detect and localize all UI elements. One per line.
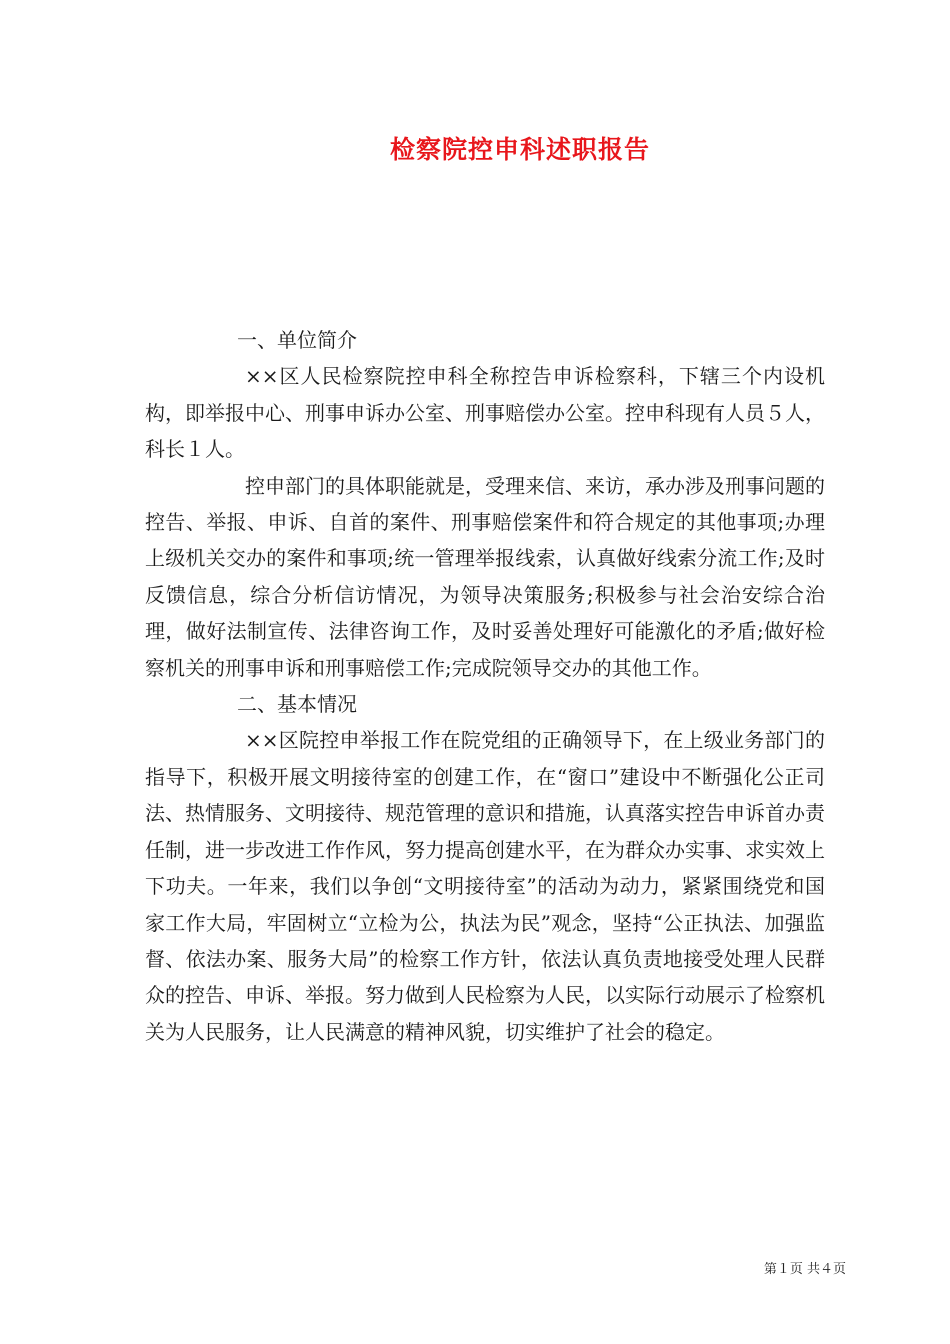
paragraph-duties: 控申部门的具体职能就是，受理来信、来访，承办涉及刑事问题的控告、举报、申诉、自首的案件、刑事赔偿案件和符合规定的其他事项;办理上级机关交办的案件和事项;统一管理举报线索，认真做好线索分流工作;及时反馈信息，综合分析信访情况，为领导决策服务;积极参与社会治安综合治理，做好法制宣传、法律咨询工作，及时妥善处理好可能激化的矛盾;做好检察机关的刑事申诉和刑事赔偿工作;完成院领导交办的其他工作。 [145,473,825,680]
page-number-footer: 第１页 共４页 [763,1262,847,1277]
document-body [145,322,825,1050]
document-title: 检察院控申科述职报告 [389,135,650,164]
paragraph-basic-situation: ××区院控申举报工作在院党组的正确领导下，在上级业务部门的指导下，积极开展文明接待室的创建工作，在“窗口”建设中不断强化公正司法、热情服务、文明接待、规范管理的意识和措施，认真落实控告申诉首办责任制，进一步改进工作作风，努力提高创建水平，在为群众办实事、求实效上下功夫。一年来，我们以争创“文明接待室”的活动为动力，紧紧围绕党和国家工作大局，牢固树立“立检为公，执法为民”观念，坚持“公正执法、加强监督、依法办案、服务大局”的检察工作方针，依法认真负责地接受处理人民群众的控告、申诉、举报。努力做到人民检察为人民，以实际行动展示了检察机关为人民服务，让人民满意的精神风貌，切实维护了社会的稳定。 [145,728,825,1044]
section-heading-basic-info: 二、基本情况 [237,692,357,717]
paragraph-unit-overview: ××区人民检察院控申科全称控告申诉检察科，下辖三个内设机构，即举报中心、刑事申诉办公室、刑事赔偿办公室。控申科现有人员５人，科长１人。 [145,364,825,462]
section-heading-unit-intro: 一、单位简介 [237,328,357,352]
